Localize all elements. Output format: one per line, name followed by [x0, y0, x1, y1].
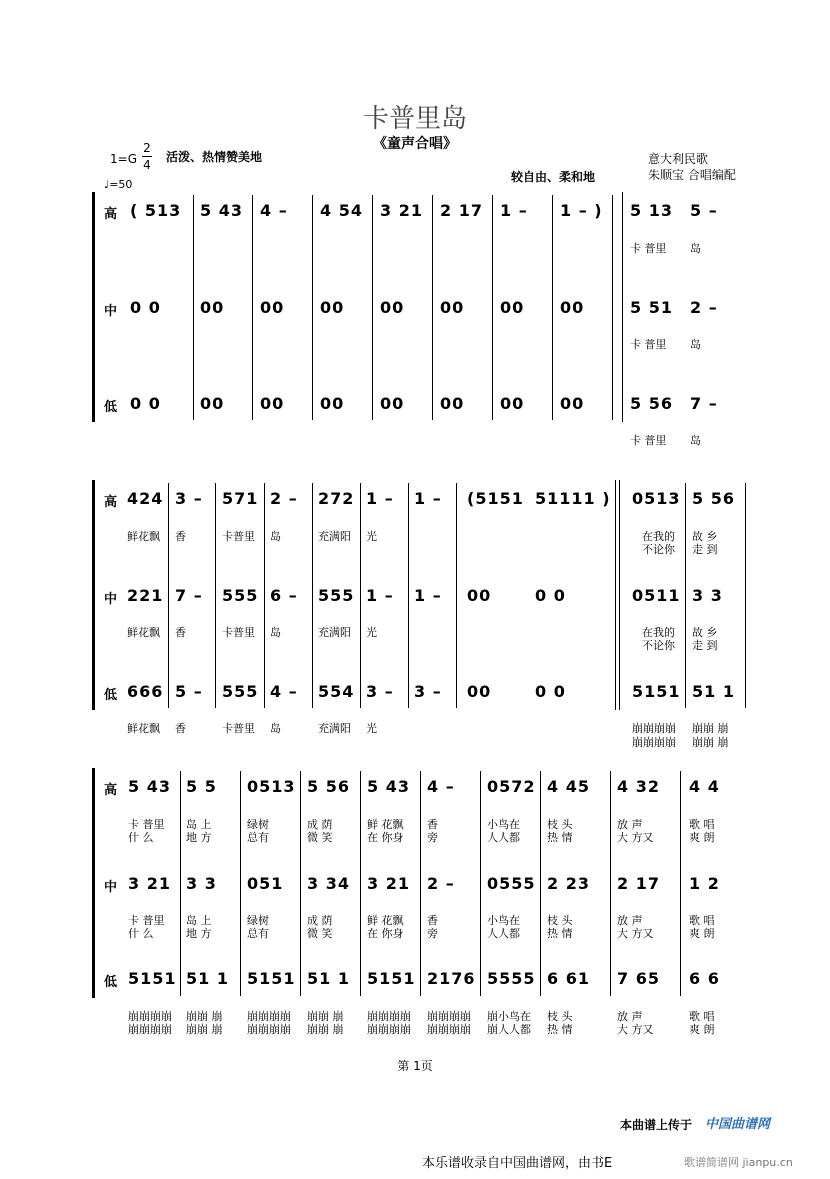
lyric: 卡 普里 [128, 914, 165, 927]
lyric: 地 方 [186, 831, 212, 844]
lyric: 卡 普里 [630, 242, 667, 255]
lyric: 鲜花飘 [127, 530, 160, 543]
note-group: 4 – [270, 682, 298, 701]
note-group: 1 – [366, 586, 394, 605]
note-group: 2 17 [617, 874, 660, 893]
note-group: 3 21 [367, 874, 410, 893]
lyric: 崩崩 崩 [186, 1010, 223, 1023]
barline [610, 771, 611, 996]
note-group: 0513 [632, 489, 681, 508]
upload-note: 本曲谱上传于 [620, 1118, 693, 1132]
note-group: 1 – [500, 201, 528, 220]
barline [420, 771, 421, 996]
note-group: 00 [467, 682, 492, 701]
note-group: 571 [222, 489, 259, 508]
barline [745, 483, 746, 708]
lyric: 爽 朗 [689, 1023, 715, 1036]
lyric: 人人都 [487, 831, 520, 844]
lyric: 卡 普里 [630, 338, 667, 351]
barline [492, 195, 493, 420]
lyric: 鲜 花飘 [367, 914, 404, 927]
note-group: 3 – [366, 682, 394, 701]
note-group: 5 5 [186, 777, 217, 796]
note-group: 0511 [632, 586, 681, 605]
note-group: 00 [380, 394, 405, 413]
key-signature: 1=G [110, 152, 137, 166]
lyric: 充满阳 [318, 626, 351, 639]
lyric: 岛 [690, 242, 701, 255]
note-group: 272 [318, 489, 355, 508]
note-group: 6 61 [547, 969, 590, 988]
lyric: 卡普里 [222, 626, 255, 639]
voice-label-mid: 中 [104, 880, 118, 895]
note-group: 00 [380, 298, 405, 317]
lyric: 在 你身 [367, 927, 404, 940]
lyric: 鲜花飘 [127, 722, 160, 735]
note-group: 5 43 [367, 777, 410, 796]
note-group: 5555 [487, 969, 536, 988]
lyric: 在 你身 [367, 831, 404, 844]
note-group: 5 56 [307, 777, 350, 796]
note-group: 5 43 [200, 201, 243, 220]
lyric: 岛 [690, 434, 701, 447]
note-group: 00 [200, 394, 225, 413]
note-group: 1 – [414, 586, 442, 605]
lyric: 不论你 [642, 543, 675, 556]
note-group: 5 13 [630, 201, 673, 220]
note-group: 4 4 [689, 777, 720, 796]
page-number: 第 1页 [397, 1059, 433, 1073]
note-group: 3 – [414, 682, 442, 701]
note-group: 7 – [175, 586, 203, 605]
note-group: 00 [467, 586, 492, 605]
lyric: 微 笑 [307, 927, 333, 940]
lyric: 爽 朗 [689, 927, 715, 940]
note-group: 221 [127, 586, 164, 605]
lyric: 故 乡 [692, 626, 718, 639]
barline [685, 483, 686, 708]
note-group: 3 3 [692, 586, 723, 605]
lyric: 小鸟在 [487, 914, 520, 927]
note-group: 00 [440, 298, 465, 317]
note-group: 5 51 [630, 298, 673, 317]
note-group: 2 – [270, 489, 298, 508]
barline [312, 483, 313, 708]
barline [252, 195, 253, 420]
barline [432, 195, 433, 420]
barline [552, 195, 553, 420]
lyric: 地 方 [186, 927, 212, 940]
lyric: 大 方又 [617, 1023, 654, 1036]
lyric: 微 笑 [307, 831, 333, 844]
lyric: 光 [366, 722, 377, 735]
note-group: 5151 [367, 969, 416, 988]
note-group: 4 32 [617, 777, 660, 796]
lyric: 香 [175, 626, 186, 639]
lyric: 充满阳 [318, 722, 351, 735]
note-group: ( 513 [130, 201, 182, 220]
composer-origin: 意大利民歌 [648, 152, 709, 166]
lyric: 放 声 [617, 1010, 643, 1023]
lyric: 崩小鸟在 [487, 1010, 531, 1023]
note-group: 2 23 [547, 874, 590, 893]
lyric: 崩崩崩崩 [247, 1023, 291, 1036]
system2-repeat-bar [615, 480, 616, 710]
tempo-change-marking: 较自由、柔和地 [511, 170, 596, 184]
note-group: 0572 [487, 777, 536, 796]
lyric: 枝 头 [547, 914, 573, 927]
barline [300, 771, 301, 996]
barline [408, 483, 409, 708]
lyric: 绿树 [247, 818, 269, 831]
lyric: 崩崩崩崩 [632, 736, 676, 749]
lyric: 总有 [247, 927, 269, 940]
note-group: 5 – [690, 201, 718, 220]
lyric: 岛 [270, 530, 281, 543]
lyric: 小鸟在 [487, 818, 520, 831]
voice-label-low: 低 [104, 400, 118, 415]
note-group: 5 – [175, 682, 203, 701]
lyric: 卡普里 [222, 722, 255, 735]
lyric: 旁 [427, 831, 438, 844]
system1-bracket [92, 192, 95, 422]
barline [180, 771, 181, 996]
tempo-marking: 活泼、热情赞美地 [166, 150, 263, 164]
note-group: 555 [222, 682, 259, 701]
note-group: 555 [222, 586, 259, 605]
lyric: 崩崩 崩 [307, 1023, 344, 1036]
voice-label-mid: 中 [104, 304, 118, 319]
note-group: 555 [318, 586, 355, 605]
lyric: 绿树 [247, 914, 269, 927]
note-group: 0 0 [130, 394, 161, 413]
lyric: 崩崩 崩 [692, 736, 729, 749]
lyric: 香 [427, 914, 438, 927]
note-group: 00 [200, 298, 225, 317]
note-group: 00 [440, 394, 465, 413]
note-group: 3 21 [128, 874, 171, 893]
lyric: 岛 上 [186, 914, 212, 927]
barline [680, 771, 681, 996]
note-group: 51 1 [307, 969, 350, 988]
note-group: 3 3 [186, 874, 217, 893]
note-group: 2 – [427, 874, 455, 893]
lyric: 放 声 [617, 818, 643, 831]
voice-label-low: 低 [104, 975, 118, 990]
barline [456, 483, 457, 708]
lyric: 香 [175, 722, 186, 735]
note-group: 5 56 [692, 489, 735, 508]
note-group: 424 [127, 489, 164, 508]
note-group: 00 [500, 298, 525, 317]
lyric: 岛 [690, 338, 701, 351]
barline [264, 483, 265, 708]
lyric: 人人都 [487, 927, 520, 940]
lyric: 热 情 [547, 927, 573, 940]
lyric: 岛 [270, 626, 281, 639]
lyric: 什 么 [128, 927, 154, 940]
lyric: 故 乡 [692, 530, 718, 543]
meter-top: 2 [143, 141, 151, 155]
lyric: 崩崩崩崩 [427, 1010, 471, 1023]
lyric: 歌 唱 [689, 818, 715, 831]
system2-repeat-bar-2 [619, 480, 620, 710]
lyric: 崩人人都 [487, 1023, 531, 1036]
note-group: 51111 ) [535, 489, 611, 508]
lyric: 香 [175, 530, 186, 543]
lyric: 充满阳 [318, 530, 351, 543]
lyric: 在我的 [642, 530, 675, 543]
lyric: 爽 朗 [689, 831, 715, 844]
lyric: 鲜 花飘 [367, 818, 404, 831]
note-group: 5151 [128, 969, 177, 988]
voice-label-high: 高 [104, 783, 118, 798]
note-group: 3 – [175, 489, 203, 508]
lyric: 卡 普里 [128, 818, 165, 831]
page-title: 卡普里岛 [362, 104, 467, 134]
lyric: 什 么 [128, 831, 154, 844]
note-group: 6 – [270, 586, 298, 605]
note-group: 3 21 [380, 201, 423, 220]
lyric: 崩崩崩崩 [427, 1023, 471, 1036]
lyric: 岛 [270, 722, 281, 735]
barline [193, 195, 194, 420]
lyric: 香 [427, 818, 438, 831]
note-group: 0 0 [535, 586, 566, 605]
voice-label-mid: 中 [104, 592, 118, 607]
lyric: 在我的 [642, 626, 675, 639]
system3-bracket [92, 768, 95, 998]
lyric: 光 [366, 530, 377, 543]
note-group: 1 – [366, 489, 394, 508]
note-group: 51 1 [186, 969, 229, 988]
system1-divider [622, 192, 623, 422]
system2-bracket [92, 480, 95, 710]
note-group: 0555 [487, 874, 536, 893]
note-group: 7 65 [617, 969, 660, 988]
note-group: 51 1 [692, 682, 735, 701]
lyric: 崩崩崩崩 [632, 722, 676, 735]
note-group: 666 [127, 682, 164, 701]
lyric: 总有 [247, 831, 269, 844]
arranger: 朱顺宝 合唱编配 [648, 168, 736, 182]
lyric: 成 荫 [307, 818, 333, 831]
meter-bottom: 4 [143, 158, 151, 172]
lyric: 走 到 [692, 639, 718, 652]
lyric: 卡 普里 [630, 434, 667, 447]
note-group: 4 45 [547, 777, 590, 796]
lyric: 鲜花飘 [127, 626, 160, 639]
note-group: 1 – [414, 489, 442, 508]
note-group: 0513 [247, 777, 296, 796]
note-group: 0 0 [535, 682, 566, 701]
lyric: 崩崩崩崩 [367, 1010, 411, 1023]
note-group: 4 54 [320, 201, 363, 220]
note-group: 5151 [632, 682, 681, 701]
lyric: 崩崩 崩 [186, 1023, 223, 1036]
barline [372, 195, 373, 420]
lyric: 大 方又 [617, 831, 654, 844]
lyric: 歌 唱 [689, 914, 715, 927]
voice-label-low: 低 [104, 688, 118, 703]
note-group: 00 [560, 298, 585, 317]
note-group: 554 [318, 682, 355, 701]
note-group: 5151 [247, 969, 296, 988]
note-group: 5 56 [630, 394, 673, 413]
lyric: 崩崩崩崩 [247, 1010, 291, 1023]
note-group: 00 [560, 394, 585, 413]
note-group: 00 [320, 298, 345, 317]
note-group: 4 – [427, 777, 455, 796]
lyric: 大 方又 [617, 927, 654, 940]
lyric: 歌 唱 [689, 1010, 715, 1023]
note-group: (5151 [467, 489, 524, 508]
lyric: 枝 头 [547, 1010, 573, 1023]
site-logo: 中国曲谱网 [705, 1117, 771, 1132]
barline [215, 483, 216, 708]
watermark: 歌谱简谱网 jianpu.cn [684, 1156, 793, 1169]
lyric: 不论你 [642, 639, 675, 652]
note-group: 00 [320, 394, 345, 413]
barline [360, 771, 361, 996]
lyric: 枝 头 [547, 818, 573, 831]
lyric: 崩崩 崩 [307, 1010, 344, 1023]
note-group: 6 6 [689, 969, 720, 988]
note-group: 0 0 [130, 298, 161, 317]
note-group: 00 [500, 394, 525, 413]
voice-label-high: 高 [104, 207, 118, 222]
lyric: 崩崩崩崩 [128, 1010, 172, 1023]
lyric: 热 情 [547, 831, 573, 844]
barline [168, 483, 169, 708]
note-group: 5 43 [128, 777, 171, 796]
barline [480, 771, 481, 996]
barline [612, 195, 613, 420]
note-group: 1 2 [689, 874, 720, 893]
metronome-mark: ♩=50 [104, 178, 133, 191]
note-group: 2 – [690, 298, 718, 317]
note-group: 7 – [690, 394, 718, 413]
barline [312, 195, 313, 420]
note-group: 1 – ) [560, 201, 603, 220]
lyric: 放 声 [617, 914, 643, 927]
note-group: 00 [260, 394, 285, 413]
note-group: 2176 [427, 969, 476, 988]
lyric: 成 荫 [307, 914, 333, 927]
barline [540, 771, 541, 996]
note-group: 00 [260, 298, 285, 317]
lyric: 走 到 [692, 543, 718, 556]
note-group: 2 17 [440, 201, 483, 220]
source-note: 本乐谱收录自中国曲谱网，由书E [422, 1156, 613, 1171]
lyric: 旁 [427, 927, 438, 940]
note-group: 3 34 [307, 874, 350, 893]
lyric: 崩崩崩崩 [367, 1023, 411, 1036]
note-group: 051 [247, 874, 284, 893]
voice-label-high: 高 [104, 495, 118, 510]
lyric: 崩崩崩崩 [128, 1023, 172, 1036]
lyric: 崩崩 崩 [692, 722, 729, 735]
note-group: 4 – [260, 201, 288, 220]
lyric: 热 情 [547, 1023, 573, 1036]
time-signature [142, 140, 152, 173]
barline [360, 483, 361, 708]
subtitle: 《童声合唱》 [373, 136, 457, 152]
lyric: 卡普里 [222, 530, 255, 543]
barline [240, 771, 241, 996]
lyric: 岛 上 [186, 818, 212, 831]
lyric: 光 [366, 626, 377, 639]
